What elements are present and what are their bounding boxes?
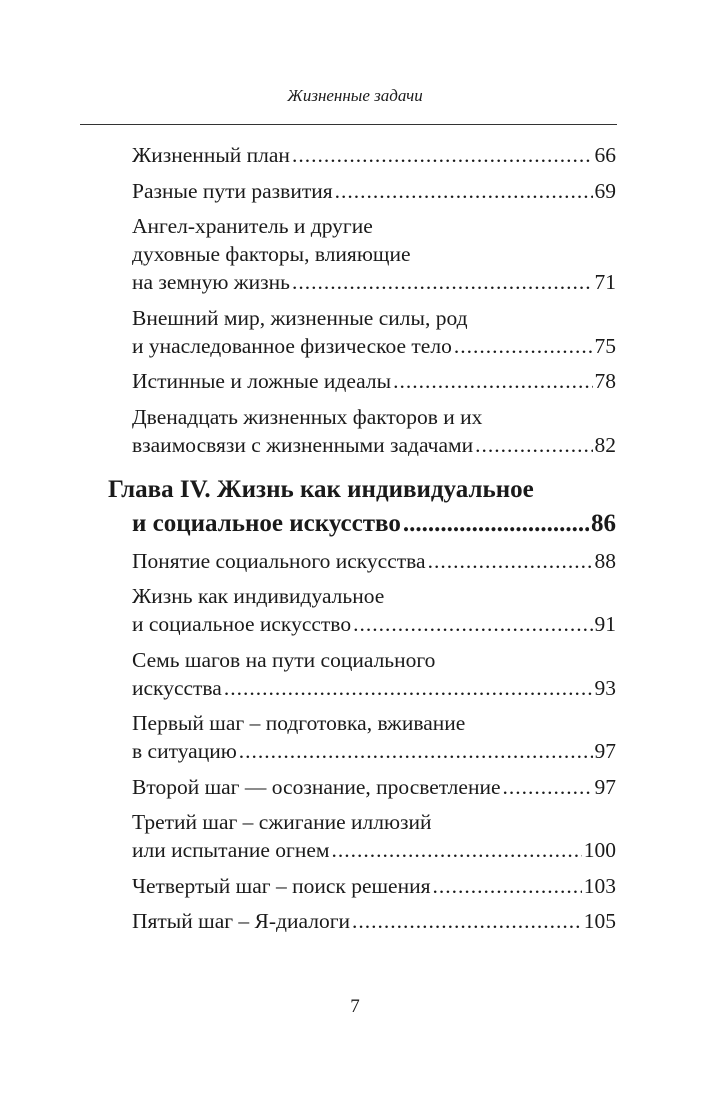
toc-chapter-heading[interactable] [108,473,616,541]
toc-page-number: 69 [594,178,616,203]
toc-leader-dots [503,773,593,801]
toc-entry-title-line: Третий шаг – сжигание иллюзий [132,810,432,834]
chapter-page-number: 86 [591,509,616,537]
toc-entry-second-step[interactable] [108,773,616,801]
running-header: Жизненные задачи [287,86,423,105]
toc-entry-guardian-angel[interactable] [108,212,616,296]
toc-entry-title-line: искусства [132,675,222,700]
toc-entry-first-step[interactable] [108,709,616,765]
table-of-contents [108,141,616,943]
toc-entry-title-line: и унаследованное физическое тело [132,333,452,358]
toc-entry-social-art-concept[interactable] [108,547,616,575]
toc-entry-title: Второй шаг — осознание, просветление [132,774,501,799]
toc-entry-title: Разные пути развития [132,178,333,203]
toc-page-number: 88 [594,548,616,573]
toc-page-number: 105 [583,909,616,933]
toc-leader-dots [292,268,593,296]
toc-entry-title-line: и социальное искусство [132,612,352,636]
toc-entry-fifth-step[interactable] [108,907,616,935]
toc-entry-fourth-step[interactable] [108,872,616,900]
toc-leader-dots [331,836,581,864]
toc-page-number: 78 [594,369,616,393]
toc-entry-title-line: духовные факторы, влияющие [132,242,411,266]
chapter-title-line: и социальное искусство [132,509,401,537]
toc-entry-life-as-art[interactable] [108,582,616,638]
toc-leader-dots [433,872,582,900]
toc-entry-title-line: на земную жизнь [132,270,290,294]
toc-entry-third-step[interactable] [108,808,616,864]
toc-page-number: 66 [594,143,616,167]
toc-entry-title-line: Первый шаг – подготовка, вживание [132,711,466,735]
toc-page-number: 93 [594,675,616,700]
toc-entry-seven-steps[interactable] [108,646,616,702]
toc-page-number: 103 [583,873,616,898]
toc-entry-title-line: Семь шагов на пути социального [132,647,436,672]
toc-entry-title: Пятый шаг – Я-диалоги [132,909,351,933]
toc-entry-title-line: Ангел-хранитель и другие [132,214,373,238]
toc-leader-dots [454,332,593,360]
toc-entry-outer-world[interactable] [108,304,616,360]
toc-entry-title-line: или испытание огнем [132,838,330,862]
toc-entry-development-paths[interactable] [108,177,616,205]
toc-leader-dots [292,141,593,169]
toc-entry-title-line: Жизнь как индивидуальное [132,584,385,608]
toc-leader-dots [239,737,593,765]
toc-page-number: 75 [594,333,616,358]
toc-entry-title: Понятие социального искусства [132,548,426,573]
toc-entry-true-false-ideals[interactable] [108,367,616,395]
toc-leader-dots [428,547,593,575]
toc-entry-life-plan[interactable] [108,141,616,169]
toc-entry-title: Жизненный план [132,143,290,167]
toc-leader-dots [352,907,582,935]
header-rule [80,124,617,125]
toc-page-number: 82 [594,432,616,457]
chapter-title-line: Глава IV. Жизнь как индивидуальное [108,475,534,503]
toc-page-number: 97 [594,739,616,763]
toc-entry-title-line: Двенадцать жизненных факторов и их [132,404,483,429]
toc-entry-title-line: в ситуацию [132,739,237,763]
toc-entry-title: Истинные и ложные идеалы [132,369,392,393]
toc-entry-title-line: Внешний мир, жизненные силы, род [132,305,468,330]
toc-leader-dots [353,610,592,638]
toc-leader-dots [475,431,592,459]
toc-page-number: 71 [594,270,616,294]
toc-page-number: 97 [594,774,616,799]
toc-leader-dots [403,507,589,541]
toc-leader-dots [335,177,593,205]
toc-page-number: 91 [594,612,616,636]
toc-leader-dots [224,674,593,702]
toc-entry-title-line: взаимосвязи с жизненными задачами [132,432,474,457]
page-number: 7 [350,996,360,1017]
toc-entry-twelve-factors[interactable] [108,403,616,459]
toc-leader-dots [393,367,592,395]
toc-page-number: 100 [583,838,616,862]
toc-entry-title: Четвертый шаг – поиск решения [132,873,431,898]
